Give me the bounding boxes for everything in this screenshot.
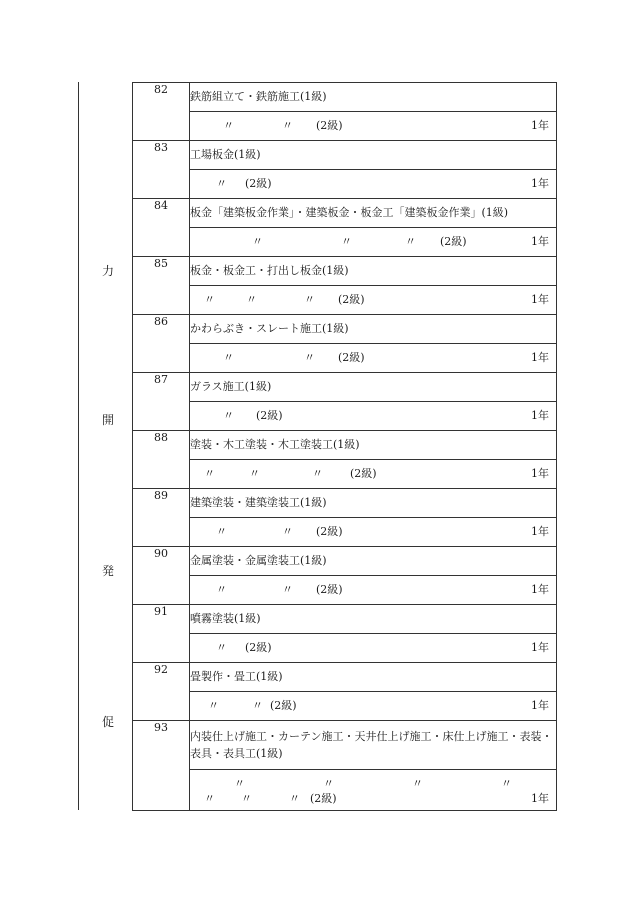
grade-label: (2級) — [316, 525, 343, 538]
duration-label: 1年 — [531, 583, 549, 596]
qualification-title: 板金・板金工・打出し板金(1級) — [190, 257, 557, 286]
ditto-mark: 〃 — [223, 351, 234, 364]
ditto-mark: 〃 — [204, 293, 215, 306]
table-row — [133, 605, 557, 634]
table-subrow — [133, 286, 557, 315]
row-number: 85 — [133, 257, 190, 315]
ditto-mark: 〃 — [282, 525, 293, 538]
duration-label: 1年 — [531, 293, 549, 306]
grade-label: (2級) — [316, 119, 343, 132]
ditto-mark: 〃 — [249, 467, 260, 480]
grade-2-line — [190, 692, 557, 721]
table-subrow — [133, 170, 557, 199]
table-subrow — [133, 112, 557, 141]
grade-label: (2級) — [338, 293, 365, 306]
qualification-title: かわらぶき・スレート施工(1級) — [190, 315, 557, 344]
table-subrow — [133, 634, 557, 663]
ditto-mark: 〃 — [323, 777, 334, 790]
table-subrow — [133, 692, 557, 721]
row-number: 86 — [133, 315, 190, 373]
table-row — [133, 83, 557, 112]
side-label-char-2: 開 — [101, 413, 114, 427]
ditto-mark: 〃 — [204, 792, 215, 805]
grade-2-line — [190, 460, 557, 489]
ditto-mark: 〃 — [412, 777, 423, 790]
table-row — [133, 315, 557, 344]
duration-label: 1年 — [531, 467, 549, 480]
grade-2-line — [190, 518, 557, 547]
grade-label: (2級) — [316, 583, 343, 596]
table-subrow — [133, 460, 557, 489]
qualification-title: 工場板金(1級) — [190, 141, 557, 170]
grade-label: (2級) — [245, 641, 272, 654]
qualification-title: 板金「建築板金作業」・建築板金・板金工「建築板金作業」(1級) — [190, 199, 557, 228]
table-row — [133, 721, 557, 770]
table-subrow — [133, 344, 557, 373]
qualification-title: ガラス施工(1級) — [190, 373, 557, 402]
ditto-mark: 〃 — [216, 583, 227, 596]
grade-label: (2級) — [270, 699, 297, 712]
table-row — [133, 199, 557, 228]
duration-label: 1年 — [531, 699, 549, 712]
ditto-mark: 〃 — [216, 525, 227, 538]
table-subrow — [133, 576, 557, 605]
row-number: 93 — [133, 721, 190, 811]
table-row — [133, 663, 557, 692]
side-label-char-4: 促 — [101, 715, 114, 729]
grade-2-line — [190, 576, 557, 605]
table-row — [133, 489, 557, 518]
table-subrow — [133, 402, 557, 431]
ditto-mark: 〃 — [241, 792, 252, 805]
duration-label: 1年 — [531, 409, 549, 422]
ditto-mark: 〃 — [234, 777, 245, 790]
qualification-title: 噴霧塗装(1級) — [190, 605, 557, 634]
ditto-mark: 〃 — [204, 467, 215, 480]
duration-label: 1年 — [531, 177, 549, 190]
duration-label: 1年 — [531, 792, 549, 805]
ditto-mark: 〃 — [304, 293, 315, 306]
row-number: 83 — [133, 141, 190, 199]
table-row — [133, 431, 557, 460]
ditto-mark: 〃 — [246, 293, 257, 306]
duration-label: 1年 — [531, 525, 549, 538]
table-subrow — [133, 228, 557, 257]
qualification-title: 畳製作・畳工(1級) — [190, 663, 557, 692]
ditto-mark: 〃 — [282, 583, 293, 596]
side-label-char-3: 発 — [101, 564, 114, 578]
duration-label: 1年 — [531, 235, 549, 248]
ditto-mark: 〃 — [252, 699, 263, 712]
left-margin-line — [78, 82, 79, 810]
duration-label: 1年 — [531, 119, 549, 132]
qualification-title: 塗装・木工塗装・木工塗装工(1級) — [190, 431, 557, 460]
grade-label: (2級) — [338, 351, 365, 364]
row-number: 82 — [133, 83, 190, 141]
grade-label: (2級) — [350, 467, 377, 480]
row-number: 87 — [133, 373, 190, 431]
ditto-mark: 〃 — [252, 235, 263, 248]
ditto-mark: 〃 — [216, 177, 227, 190]
ditto-mark: 〃 — [312, 467, 323, 480]
ditto-mark: 〃 — [223, 409, 234, 422]
grade-2-line — [190, 770, 557, 811]
row-number: 84 — [133, 199, 190, 257]
ditto-mark: 〃 — [289, 792, 300, 805]
grade-2-line — [190, 402, 557, 431]
row-number: 90 — [133, 547, 190, 605]
table-subrow — [133, 770, 557, 811]
grade-label: (2級) — [440, 235, 467, 248]
ditto-mark: 〃 — [341, 235, 352, 248]
row-number: 89 — [133, 489, 190, 547]
grade-2-line — [190, 286, 557, 315]
ditto-mark: 〃 — [282, 119, 293, 132]
qualification-title: 建築塗装・建築塗装工(1級) — [190, 489, 557, 518]
row-number: 91 — [133, 605, 190, 663]
ditto-mark: 〃 — [223, 119, 234, 132]
qualification-title: 内装仕上げ施工・カーテン施工・天井仕上げ施工・床仕上げ施工・表装・表具・表具工(1級) — [190, 721, 557, 770]
table-row — [133, 257, 557, 286]
duration-label: 1年 — [531, 351, 549, 364]
grade-label: (2級) — [310, 792, 337, 805]
row-number: 88 — [133, 431, 190, 489]
side-label-char-1: 力 — [101, 264, 114, 278]
qualification-title: 鉄筋組立て・鉄筋施工(1級) — [190, 83, 557, 112]
table-row — [133, 373, 557, 402]
grade-2-line — [190, 112, 557, 141]
grade-label: (2級) — [245, 177, 272, 190]
row-number: 92 — [133, 663, 190, 721]
duration-label: 1年 — [531, 641, 549, 654]
grade-2-line — [190, 228, 557, 257]
table-row — [133, 141, 557, 170]
qualification-title: 金属塗装・金属塗装工(1級) — [190, 547, 557, 576]
ditto-mark: 〃 — [501, 777, 512, 790]
ditto-mark: 〃 — [405, 235, 416, 248]
grade-2-line — [190, 634, 557, 663]
ditto-mark: 〃 — [304, 351, 315, 364]
ditto-mark: 〃 — [216, 641, 227, 654]
grade-label: (2級) — [256, 409, 283, 422]
table-subrow — [133, 518, 557, 547]
table-row — [133, 547, 557, 576]
qualification-table — [132, 82, 557, 811]
grade-2-line — [190, 344, 557, 373]
ditto-mark: 〃 — [208, 699, 219, 712]
grade-2-line — [190, 170, 557, 199]
